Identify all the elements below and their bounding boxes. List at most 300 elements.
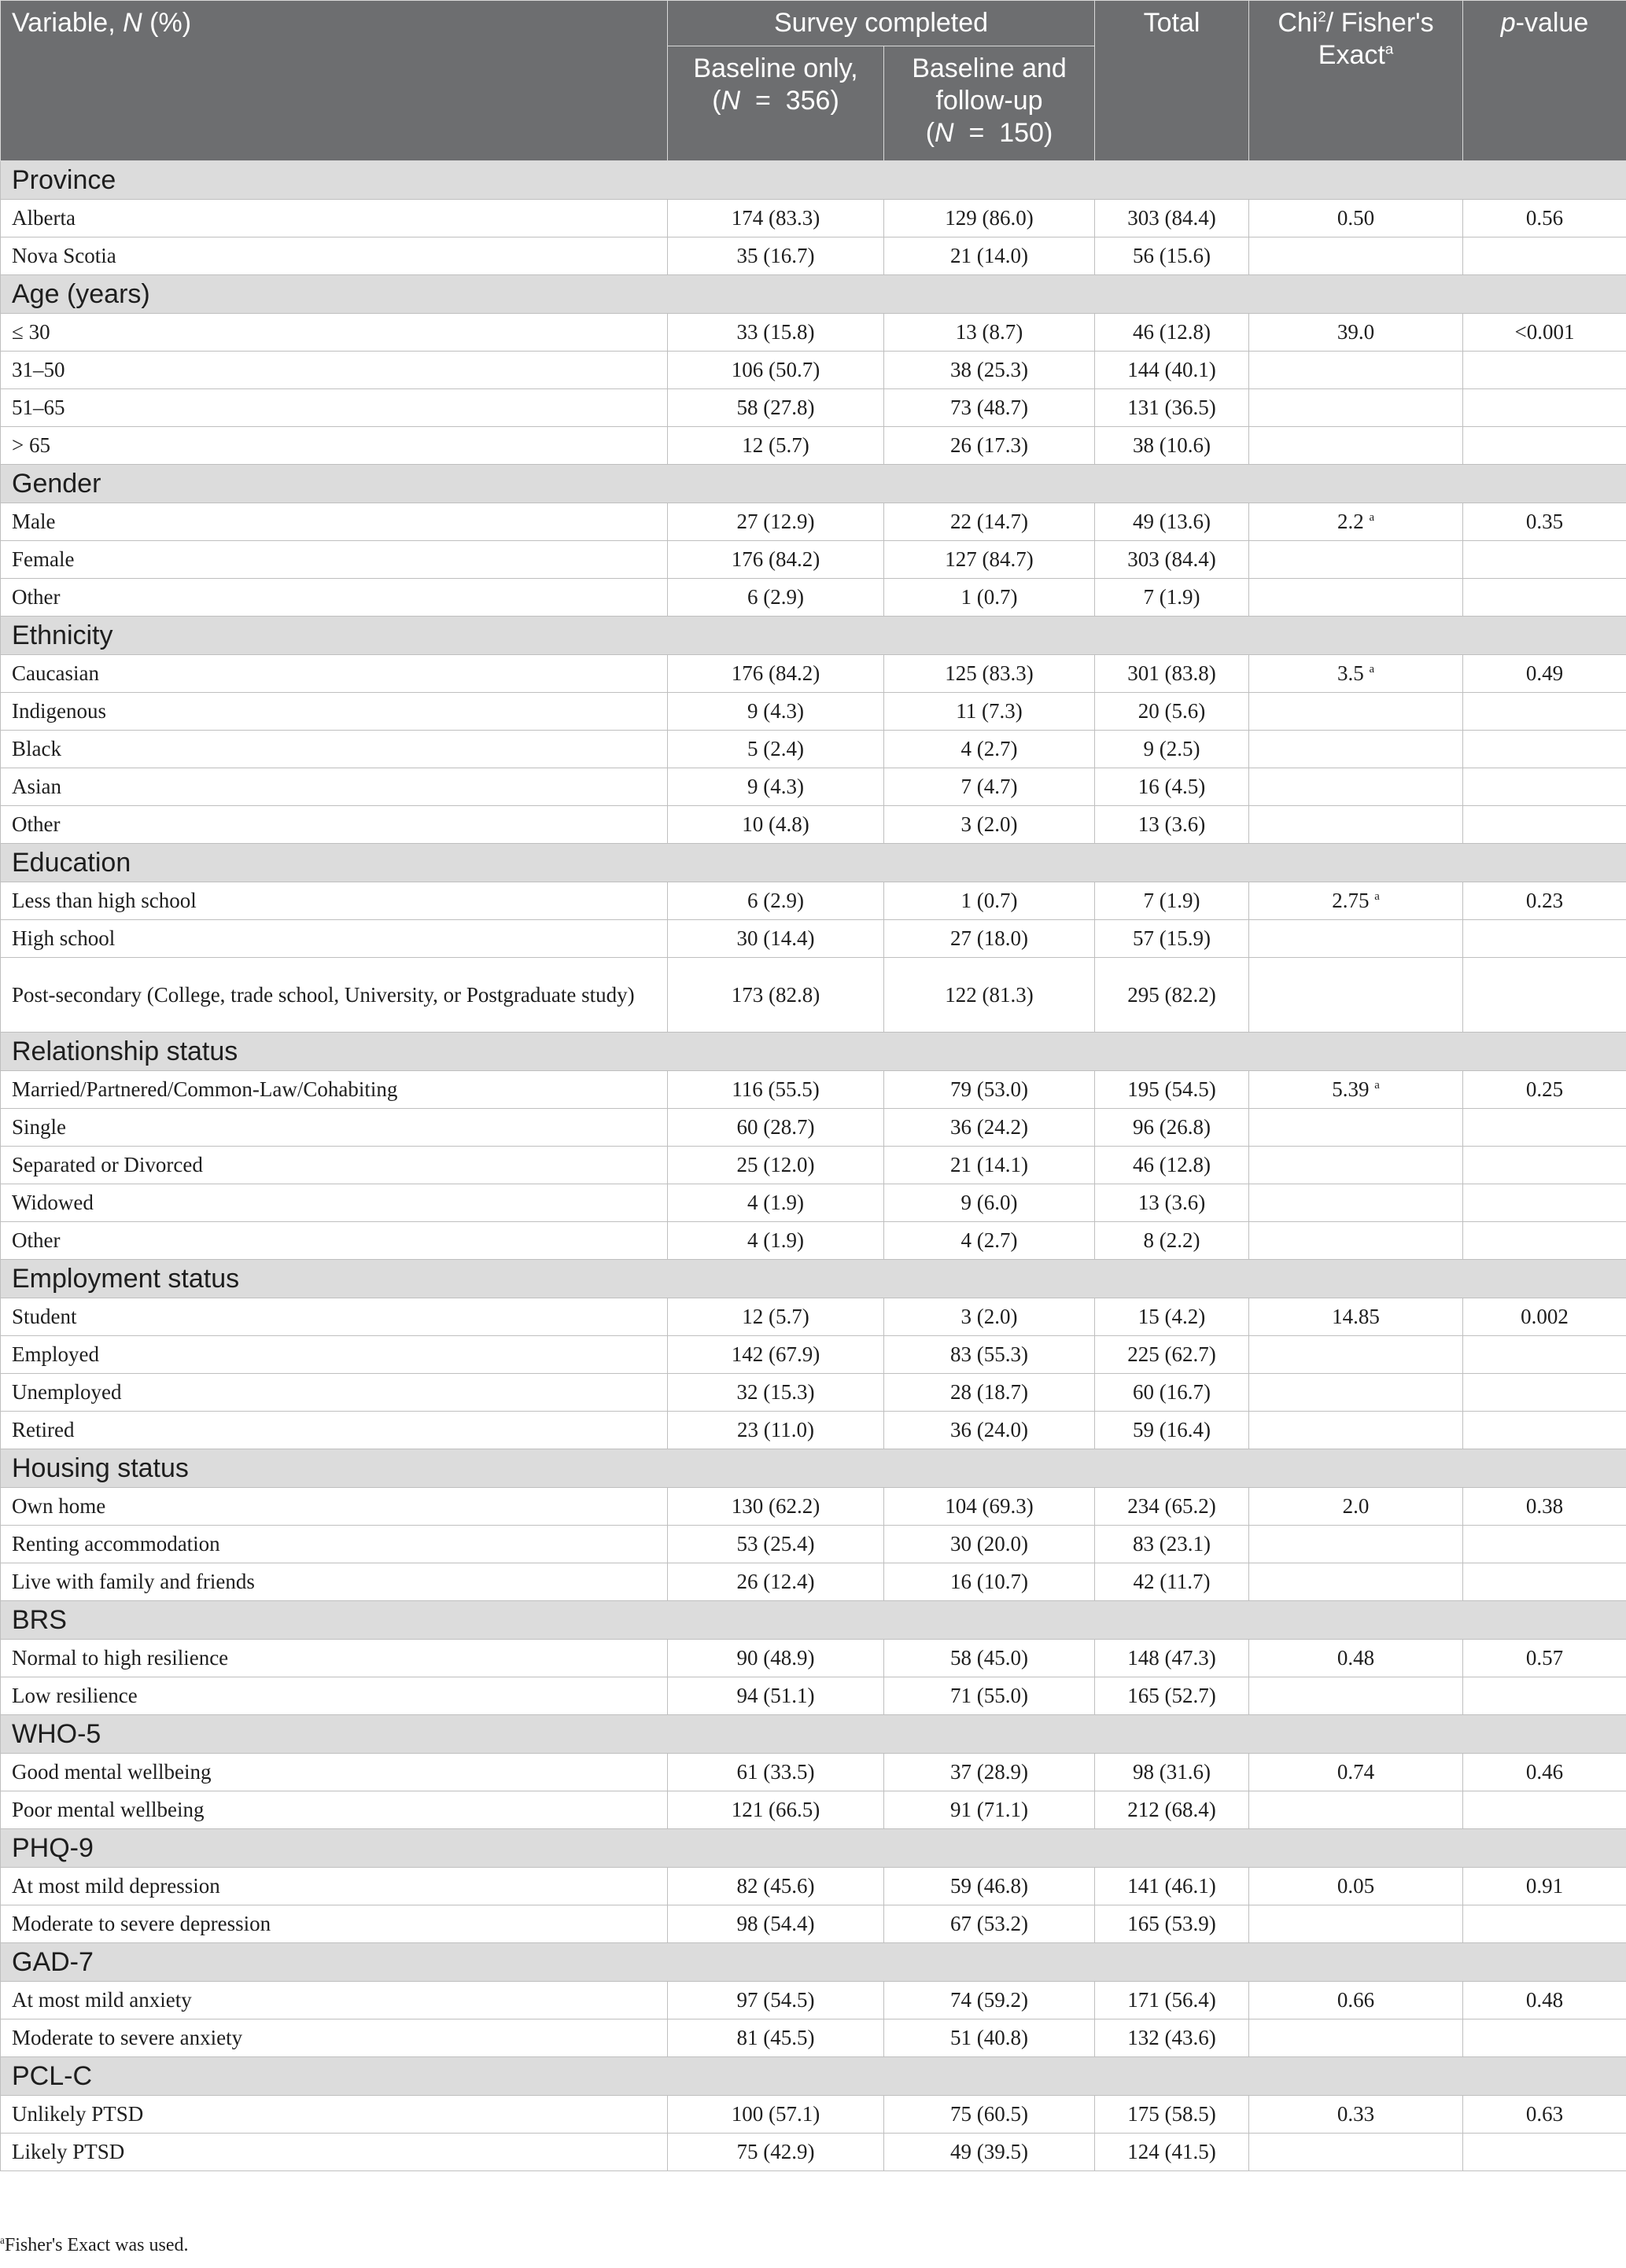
p-value-cell: 0.48 [1463, 1982, 1626, 2019]
p-value-cell [1463, 1563, 1626, 1601]
chi-square-cell [1249, 237, 1463, 275]
baseline-followup-cell: 75 (60.5) [884, 2096, 1095, 2134]
row-label: Retired [1, 1412, 668, 1449]
section-title: Ethnicity [1, 617, 1626, 655]
section-header-row [1, 1943, 1626, 1982]
table-row [1, 731, 1626, 768]
chi-square-cell [1249, 2134, 1463, 2171]
baseline-followup-cell: 26 (17.3) [884, 427, 1095, 465]
p-value-cell: 0.25 [1463, 1071, 1626, 1109]
table-row [1, 1905, 1626, 1943]
total-cell: 303 (84.4) [1095, 200, 1249, 237]
table-row [1, 352, 1626, 389]
header-baseline-only: Baseline only, (N = 356) [668, 46, 884, 161]
chi-square-cell [1249, 1374, 1463, 1412]
chi-square-value: 2.2 [1337, 510, 1364, 533]
baseline-only-cell: 9 (4.3) [668, 768, 884, 806]
chi-square-cell [1249, 655, 1463, 693]
baseline-only-cell: 9 (4.3) [668, 693, 884, 731]
chi-square-cell [1249, 1791, 1463, 1829]
row-label: Other [1, 806, 668, 844]
p-value-cell [1463, 2134, 1626, 2171]
row-label: Indigenous [1, 693, 668, 731]
table-row [1, 1336, 1626, 1374]
total-cell: 303 (84.4) [1095, 541, 1249, 579]
baseline-followup-cell: 21 (14.1) [884, 1147, 1095, 1184]
baseline-followup-cell: 67 (53.2) [884, 1905, 1095, 1943]
table-row [1, 1222, 1626, 1260]
baseline-only-cell: 23 (11.0) [668, 1412, 884, 1449]
total-cell: 46 (12.8) [1095, 1147, 1249, 1184]
section-header-row [1, 844, 1626, 882]
total-cell: 83 (23.1) [1095, 1526, 1249, 1563]
row-label: Asian [1, 768, 668, 806]
table-row [1, 1982, 1626, 2019]
chi-square-cell [1249, 200, 1463, 237]
p-value-cell [1463, 920, 1626, 958]
p-value-cell [1463, 427, 1626, 465]
baseline-followup-cell: 122 (81.3) [884, 958, 1095, 1033]
row-label: Separated or Divorced [1, 1147, 668, 1184]
baseline-followup-cell: 3 (2.0) [884, 806, 1095, 844]
total-cell: 20 (5.6) [1095, 693, 1249, 731]
p-value-cell [1463, 1374, 1626, 1412]
row-label: Own home [1, 1488, 668, 1526]
p-value-cell: 0.56 [1463, 200, 1626, 237]
total-cell: 56 (15.6) [1095, 237, 1249, 275]
table-row [1, 579, 1626, 617]
row-label: At most mild depression [1, 1868, 668, 1905]
section-title: Housing status [1, 1449, 1626, 1488]
baseline-followup-cell: 127 (84.7) [884, 541, 1095, 579]
row-label: > 65 [1, 427, 668, 465]
total-cell: 295 (82.2) [1095, 958, 1249, 1033]
baseline-only-cell: 26 (12.4) [668, 1563, 884, 1601]
chi-square-cell [1249, 958, 1463, 1033]
row-label: Male [1, 503, 668, 541]
table-row [1, 1754, 1626, 1791]
chi-square-cell [1249, 541, 1463, 579]
baseline-only-cell: 98 (54.4) [668, 1905, 884, 1943]
baseline-only-cell: 174 (83.3) [668, 200, 884, 237]
section-title: GAD-7 [1, 1943, 1626, 1982]
chi-square-cell [1249, 579, 1463, 617]
row-label: Post-secondary (College, trade school, University, or Postgraduate study) [1, 958, 668, 1033]
baseline-followup-cell: 38 (25.3) [884, 352, 1095, 389]
total-cell: 60 (16.7) [1095, 1374, 1249, 1412]
chi-square-value: 14.85 [1332, 1305, 1380, 1328]
p-value-cell: 0.23 [1463, 882, 1626, 920]
baseline-followup-cell: 83 (55.3) [884, 1336, 1095, 1374]
p-value-cell [1463, 768, 1626, 806]
table-row [1, 237, 1626, 275]
total-cell: 46 (12.8) [1095, 314, 1249, 352]
row-label: Caucasian [1, 655, 668, 693]
total-cell: 131 (36.5) [1095, 389, 1249, 427]
p-value-cell [1463, 806, 1626, 844]
row-label: Low resilience [1, 1677, 668, 1715]
fisher-exact-marker: a [1369, 511, 1375, 524]
section-title: PCL-C [1, 2057, 1626, 2096]
table-row [1, 1791, 1626, 1829]
baseline-only-cell: 25 (12.0) [668, 1147, 884, 1184]
p-value-cell [1463, 352, 1626, 389]
baseline-only-cell: 30 (14.4) [668, 920, 884, 958]
chi-square-cell [1249, 1526, 1463, 1563]
table-row [1, 200, 1626, 237]
total-cell: 195 (54.5) [1095, 1071, 1249, 1109]
chi-square-cell [1249, 731, 1463, 768]
baseline-followup-cell: 3 (2.0) [884, 1298, 1095, 1336]
section-title: Relationship status [1, 1033, 1626, 1071]
row-label: 31–50 [1, 352, 668, 389]
p-value-cell [1463, 1905, 1626, 1943]
baseline-only-cell: 6 (2.9) [668, 882, 884, 920]
total-cell: 124 (41.5) [1095, 2134, 1249, 2171]
p-value-cell: 0.57 [1463, 1640, 1626, 1677]
chi-square-cell [1249, 1222, 1463, 1260]
chi-square-cell [1249, 1109, 1463, 1147]
table-row [1, 2134, 1626, 2171]
table-row [1, 1412, 1626, 1449]
baseline-followup-cell: 16 (10.7) [884, 1563, 1095, 1601]
chi-square-cell [1249, 1905, 1463, 1943]
row-label: At most mild anxiety [1, 1982, 668, 2019]
total-cell: 141 (46.1) [1095, 1868, 1249, 1905]
baseline-only-cell: 60 (28.7) [668, 1109, 884, 1147]
total-cell: 7 (1.9) [1095, 882, 1249, 920]
total-cell: 148 (47.3) [1095, 1640, 1249, 1677]
total-cell: 59 (16.4) [1095, 1412, 1249, 1449]
baseline-only-cell: 32 (15.3) [668, 1374, 884, 1412]
row-label: Good mental wellbeing [1, 1754, 668, 1791]
table-row [1, 1147, 1626, 1184]
total-cell: 49 (13.6) [1095, 503, 1249, 541]
baseline-followup-cell: 51 (40.8) [884, 2019, 1095, 2057]
row-label: Less than high school [1, 882, 668, 920]
baseline-only-cell: 12 (5.7) [668, 1298, 884, 1336]
row-label: Alberta [1, 200, 668, 237]
chi-square-cell [1249, 314, 1463, 352]
chi-square-value: 0.50 [1337, 206, 1375, 230]
p-value-cell [1463, 1336, 1626, 1374]
total-cell: 301 (83.8) [1095, 655, 1249, 693]
p-value-cell [1463, 1526, 1626, 1563]
baseline-followup-cell: 59 (46.8) [884, 1868, 1095, 1905]
baseline-followup-cell: 49 (39.5) [884, 2134, 1095, 2171]
table-row [1, 1374, 1626, 1412]
total-cell: 13 (3.6) [1095, 1184, 1249, 1222]
header-baseline-followup: Baseline and follow-up (N = 150) [884, 46, 1095, 161]
table-row [1, 1526, 1626, 1563]
baseline-only-cell: 12 (5.7) [668, 427, 884, 465]
table-row [1, 389, 1626, 427]
chi-square-value: 39.0 [1337, 320, 1375, 344]
row-label: Student [1, 1298, 668, 1336]
chi-square-cell [1249, 1982, 1463, 2019]
baseline-followup-cell: 129 (86.0) [884, 200, 1095, 237]
baseline-followup-cell: 11 (7.3) [884, 693, 1095, 731]
chi-square-cell [1249, 806, 1463, 844]
baseline-only-cell: 33 (15.8) [668, 314, 884, 352]
baseline-followup-cell: 22 (14.7) [884, 503, 1095, 541]
chi-square-cell [1249, 1868, 1463, 1905]
row-label: Moderate to severe depression [1, 1905, 668, 1943]
row-label: Married/Partnered/Common-Law/Cohabiting [1, 1071, 668, 1109]
section-title: PHQ-9 [1, 1829, 1626, 1868]
section-header-row [1, 1260, 1626, 1298]
baseline-followup-cell: 71 (55.0) [884, 1677, 1095, 1715]
baseline-followup-cell: 4 (2.7) [884, 1222, 1095, 1260]
table-row [1, 541, 1626, 579]
baseline-only-cell: 61 (33.5) [668, 1754, 884, 1791]
p-value-cell: <0.001 [1463, 314, 1626, 352]
total-cell: 8 (2.2) [1095, 1222, 1249, 1260]
total-cell: 132 (43.6) [1095, 2019, 1249, 2057]
baseline-only-cell: 82 (45.6) [668, 1868, 884, 1905]
baseline-followup-cell: 36 (24.2) [884, 1109, 1095, 1147]
baseline-followup-cell: 30 (20.0) [884, 1526, 1095, 1563]
chi-square-cell [1249, 882, 1463, 920]
section-header-row [1, 1449, 1626, 1488]
section-header-row [1, 2057, 1626, 2096]
baseline-followup-cell: 13 (8.7) [884, 314, 1095, 352]
chi-square-value: 5.39 [1332, 1077, 1370, 1101]
row-label: High school [1, 920, 668, 958]
chi-square-cell [1249, 389, 1463, 427]
p-value-cell: 0.91 [1463, 1868, 1626, 1905]
chi-square-cell [1249, 2019, 1463, 2057]
table-row [1, 1677, 1626, 1715]
row-label: Unlikely PTSD [1, 2096, 668, 2134]
fisher-exact-marker: a [1374, 890, 1380, 903]
header-p-value: p-value [1463, 1, 1626, 161]
baseline-followup-cell: 74 (59.2) [884, 1982, 1095, 2019]
p-value-cell [1463, 1222, 1626, 1260]
chi-square-value: 0.74 [1337, 1760, 1375, 1784]
baseline-only-cell: 121 (66.5) [668, 1791, 884, 1829]
p-value-cell: 0.63 [1463, 2096, 1626, 2134]
section-header-row [1, 1715, 1626, 1754]
baseline-followup-cell: 73 (48.7) [884, 389, 1095, 427]
baseline-followup-cell: 21 (14.0) [884, 237, 1095, 275]
chi-square-value: 2.75 [1332, 889, 1370, 912]
section-header-row [1, 275, 1626, 314]
baseline-only-cell: 58 (27.8) [668, 389, 884, 427]
baseline-followup-cell: 58 (45.0) [884, 1640, 1095, 1677]
section-title: Education [1, 844, 1626, 882]
section-title: BRS [1, 1601, 1626, 1640]
chi-square-cell [1249, 1184, 1463, 1222]
table-row [1, 882, 1626, 920]
chi-square-cell [1249, 1563, 1463, 1601]
row-label: Other [1, 1222, 668, 1260]
total-cell: 57 (15.9) [1095, 920, 1249, 958]
row-label: 51–65 [1, 389, 668, 427]
row-label: Renting accommodation [1, 1526, 668, 1563]
chi-square-cell [1249, 1677, 1463, 1715]
baseline-only-cell: 90 (48.9) [668, 1640, 884, 1677]
total-cell: 15 (4.2) [1095, 1298, 1249, 1336]
baseline-only-cell: 4 (1.9) [668, 1184, 884, 1222]
table-row [1, 768, 1626, 806]
baseline-followup-cell: 7 (4.7) [884, 768, 1095, 806]
table-row [1, 1109, 1626, 1147]
chi-square-cell [1249, 920, 1463, 958]
baseline-only-cell: 100 (57.1) [668, 2096, 884, 2134]
total-cell: 225 (62.7) [1095, 1336, 1249, 1374]
baseline-followup-cell: 1 (0.7) [884, 882, 1095, 920]
p-value-cell [1463, 1677, 1626, 1715]
table-body [1, 161, 1626, 2171]
table-row [1, 2096, 1626, 2134]
section-title: Province [1, 161, 1626, 200]
chi-square-value: 3.5 [1337, 661, 1364, 685]
total-cell: 165 (53.9) [1095, 1905, 1249, 1943]
table-row [1, 1488, 1626, 1526]
chi-square-cell [1249, 1147, 1463, 1184]
table-row [1, 1071, 1626, 1109]
baseline-followup-cell: 79 (53.0) [884, 1071, 1095, 1109]
p-value-cell [1463, 1147, 1626, 1184]
p-value-cell [1463, 1109, 1626, 1147]
table-row [1, 806, 1626, 844]
p-value-cell: 0.35 [1463, 503, 1626, 541]
chi-square-cell [1249, 352, 1463, 389]
fisher-exact-marker: a [1369, 663, 1375, 676]
total-cell: 16 (4.5) [1095, 768, 1249, 806]
baseline-only-cell: 130 (62.2) [668, 1488, 884, 1526]
table-row [1, 1868, 1626, 1905]
baseline-only-cell: 75 (42.9) [668, 2134, 884, 2171]
table-row [1, 958, 1626, 1033]
p-value-cell [1463, 2019, 1626, 2057]
table-row [1, 920, 1626, 958]
row-label: Normal to high resilience [1, 1640, 668, 1677]
table-header [1, 1, 1626, 161]
section-title: Employment status [1, 1260, 1626, 1298]
baseline-followup-cell: 91 (71.1) [884, 1791, 1095, 1829]
p-value-cell [1463, 1184, 1626, 1222]
baseline-followup-cell: 27 (18.0) [884, 920, 1095, 958]
baseline-followup-cell: 9 (6.0) [884, 1184, 1095, 1222]
table-row [1, 427, 1626, 465]
chi-square-cell [1249, 503, 1463, 541]
header-total: Total [1095, 1, 1249, 161]
baseline-only-cell: 4 (1.9) [668, 1222, 884, 1260]
table-row [1, 1184, 1626, 1222]
p-value-cell: 0.002 [1463, 1298, 1626, 1336]
table-row [1, 693, 1626, 731]
baseline-followup-cell: 1 (0.7) [884, 579, 1095, 617]
total-cell: 171 (56.4) [1095, 1982, 1249, 2019]
section-header-row [1, 465, 1626, 503]
row-label: Likely PTSD [1, 2134, 668, 2171]
total-cell: 234 (65.2) [1095, 1488, 1249, 1526]
baseline-followup-cell: 37 (28.9) [884, 1754, 1095, 1791]
header-chi-square: Chi$^2$/ Fisher's Exact$^a$ [1249, 1, 1463, 161]
table-row [1, 1563, 1626, 1601]
baseline-followup-cell: 36 (24.0) [884, 1412, 1095, 1449]
section-header-row [1, 161, 1626, 200]
p-value-cell: 0.49 [1463, 655, 1626, 693]
total-cell: 212 (68.4) [1095, 1791, 1249, 1829]
p-value-cell [1463, 237, 1626, 275]
row-label: Single [1, 1109, 668, 1147]
row-label: Widowed [1, 1184, 668, 1222]
baseline-only-cell: 53 (25.4) [668, 1526, 884, 1563]
table-row [1, 655, 1626, 693]
chi-square-value: 0.66 [1337, 1988, 1375, 2012]
baseline-only-cell: 94 (51.1) [668, 1677, 884, 1715]
p-value-cell [1463, 579, 1626, 617]
baseline-only-cell: 97 (54.5) [668, 1982, 884, 2019]
header-survey-completed: Survey completed [668, 1, 1095, 46]
row-label: Live with family and friends [1, 1563, 668, 1601]
p-value-cell [1463, 693, 1626, 731]
chi-square-cell [1249, 1071, 1463, 1109]
chi-square-cell [1249, 1640, 1463, 1677]
baseline-only-cell: 142 (67.9) [668, 1336, 884, 1374]
baseline-only-cell: 81 (45.5) [668, 2019, 884, 2057]
table-row [1, 1298, 1626, 1336]
baseline-only-cell: 173 (82.8) [668, 958, 884, 1033]
section-header-row [1, 1601, 1626, 1640]
baseline-only-cell: 6 (2.9) [668, 579, 884, 617]
baseline-only-cell: 27 (12.9) [668, 503, 884, 541]
baseline-followup-cell: 4 (2.7) [884, 731, 1095, 768]
p-value-cell [1463, 1791, 1626, 1829]
baseline-only-cell: 5 (2.4) [668, 731, 884, 768]
section-header-row [1, 1829, 1626, 1868]
row-label: Unemployed [1, 1374, 668, 1412]
total-cell: 165 (52.7) [1095, 1677, 1249, 1715]
p-value-cell: 0.46 [1463, 1754, 1626, 1791]
row-label: Nova Scotia [1, 237, 668, 275]
section-title: WHO-5 [1, 1715, 1626, 1754]
table-row [1, 2019, 1626, 2057]
chi-square-value: 0.48 [1337, 1646, 1375, 1670]
section-title: Age (years) [1, 275, 1626, 314]
chi-square-value: 0.33 [1337, 2102, 1375, 2126]
row-label: Female [1, 541, 668, 579]
baseline-only-cell: 116 (55.5) [668, 1071, 884, 1109]
chi-square-cell [1249, 1754, 1463, 1791]
row-label: Moderate to severe anxiety [1, 2019, 668, 2057]
baseline-followup-cell: 125 (83.3) [884, 655, 1095, 693]
chi-square-cell [1249, 693, 1463, 731]
total-cell: 38 (10.6) [1095, 427, 1249, 465]
chi-square-cell [1249, 1298, 1463, 1336]
total-cell: 144 (40.1) [1095, 352, 1249, 389]
total-cell: 7 (1.9) [1095, 579, 1249, 617]
total-cell: 98 (31.6) [1095, 1754, 1249, 1791]
baseline-followup-cell: 28 (18.7) [884, 1374, 1095, 1412]
baseline-only-cell: 106 (50.7) [668, 352, 884, 389]
baseline-only-cell: 176 (84.2) [668, 655, 884, 693]
total-cell: 9 (2.5) [1095, 731, 1249, 768]
p-value-cell [1463, 958, 1626, 1033]
table-row [1, 503, 1626, 541]
section-title: Gender [1, 465, 1626, 503]
total-cell: 96 (26.8) [1095, 1109, 1249, 1147]
baseline-only-cell: 176 (84.2) [668, 541, 884, 579]
table-footnote: $^a$Fisher's Exact was used. [0, 2234, 189, 2255]
fisher-exact-marker: a [1374, 1079, 1380, 1092]
p-value-cell [1463, 541, 1626, 579]
baseline-followup-cell: 104 (69.3) [884, 1488, 1095, 1526]
chi-square-cell [1249, 2096, 1463, 2134]
